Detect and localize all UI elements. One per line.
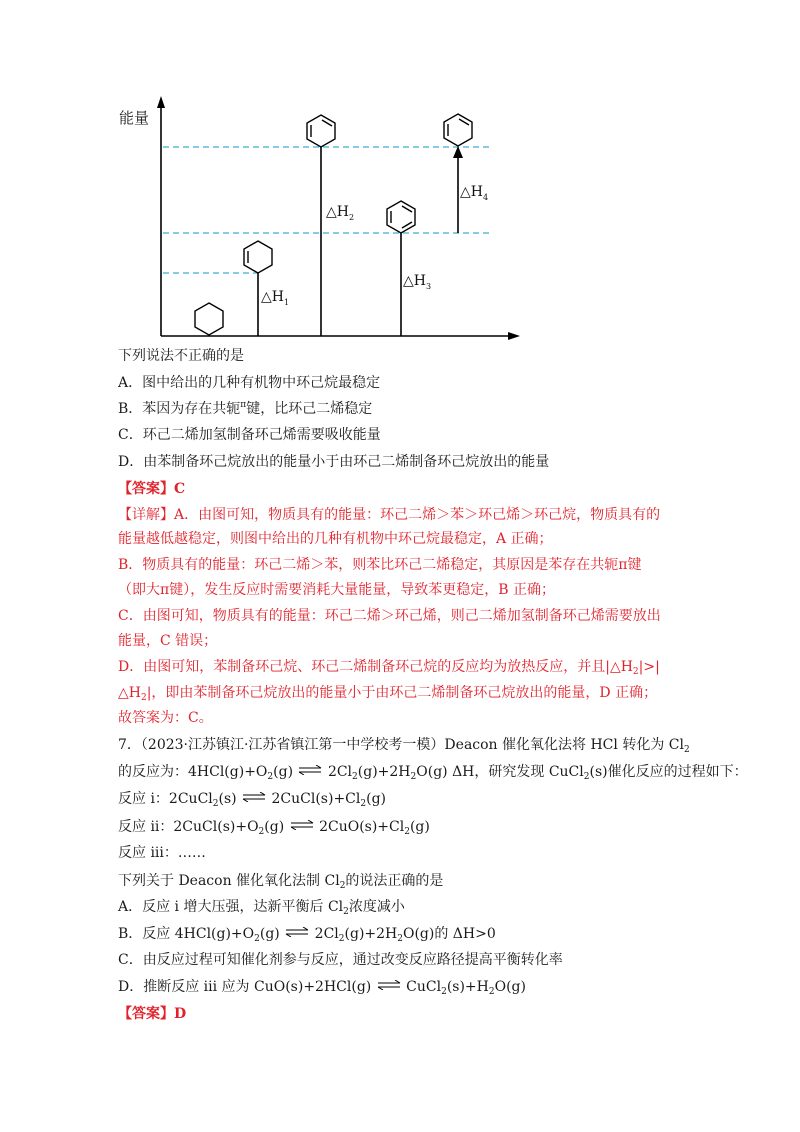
benzene-structure-icon bbox=[387, 201, 415, 233]
equilibrium-arrow-icon bbox=[377, 976, 401, 986]
equilibrium-arrow-icon bbox=[298, 761, 322, 771]
q6-option-b: B．苯因为存在共轭$^\pi$键，比环己二烯稳定 bbox=[118, 400, 373, 417]
q7-option-b: B．反应 $4HCl(g)+O_2(g)$ $2Cl_2(g)+2H_2O(g)$的 ΔH>0 bbox=[118, 923, 496, 944]
q6-explanation-line: 能量越低越稳定，则图中给出的几种有机物中环己烷最稳定，A 正确； bbox=[118, 531, 553, 547]
dh3-label: $\triangle H_3$ bbox=[403, 273, 432, 291]
q7-title: 7．（2023·江苏镇江·江苏省镇江第一中学校考一模）Deacon 催化氧化法将 HCl 转化为 $Cl_2$ bbox=[118, 737, 690, 755]
q6-explanation-line: 能量，C 错误； bbox=[118, 633, 218, 649]
equilibrium-arrow-icon bbox=[242, 788, 266, 798]
y-axis-arrow-icon bbox=[157, 96, 165, 108]
q6-explanation-line: （即大π键），发生反应时需要消耗大量能量，导致苯更稳定，B 正确； bbox=[118, 582, 555, 598]
q6-explanation-line: $\triangle H_2|$，即由苯制备环己烷放出的能量小于由环己二烯制备环己烷放出的能量，D 正确； bbox=[118, 685, 658, 703]
equilibrium-arrow-icon bbox=[285, 923, 309, 933]
y-axis-label: 能量 bbox=[119, 109, 150, 127]
q7-reaction-line: 的反应为：$4HCl(g)+O_2(g)$ $2Cl_2(g)+2H_2O(g)$ ΔH，研究发现 CuCl$_2$(s)催化反应的过程如下： bbox=[118, 761, 748, 782]
q6-option-a: A．图中给出的几种有机物中环己烷最稳定 bbox=[118, 375, 381, 391]
q6-explanation-line: 【详解】A．由图可知，物质具有的能量：环己二烯＞苯＞环己烯＞环己烷，物质具有的 bbox=[118, 507, 661, 523]
q6-option-c: C．环己二烯加氢制备环己烯需要吸收能量 bbox=[118, 427, 381, 443]
q6-explanation-line: B．物质具有的能量：环己二烯＞苯，则苯比环己二烯稳定，其原因是苯存在共轭π键 bbox=[118, 557, 642, 573]
cyclohexene-structure-icon bbox=[244, 241, 272, 273]
dh2-label: $\triangle H_2$ bbox=[326, 204, 355, 222]
q6-explanation-line: D．由图可知，苯制备环己烷、环己二烯制备环己烷的反应均为放热反应，并且$|\triangle H_2|>|$ bbox=[118, 659, 660, 677]
q7-option-a: A．反应 i 增大压强，达新平衡后 $Cl_2$浓度减小 bbox=[118, 899, 405, 917]
q6-stem: 下列说法不正确的是 bbox=[118, 348, 244, 364]
energy-diagram bbox=[0, 0, 800, 360]
q7-option-d: D．推断反应 iii 应为 CuO(s)+2HCl(g) $CuCl_2(s)+H_2O(g)$ bbox=[118, 976, 526, 997]
q7-reaction-ii: 反应 ii：$2CuCl(s)+O_2(g)$ $2CuO(s)+Cl_2(g)$ bbox=[118, 816, 430, 837]
cyclohexane-structure-icon bbox=[195, 303, 223, 335]
q7-reaction-i: 反应 i：2CuCl$_2$(s) $2CuCl(s)+Cl_2(g)$ bbox=[118, 788, 386, 809]
cyclohexadiene-structure-icon bbox=[307, 115, 335, 147]
q6-answer: 【答案】C bbox=[118, 481, 186, 497]
q7-option-c: C．由反应过程可知催化剂参与反应，通过改变反应路径提高平衡转化率 bbox=[118, 952, 563, 968]
dh4-arrow-icon bbox=[453, 146, 463, 158]
x-axis-arrow-icon bbox=[508, 332, 520, 340]
cyclohexadiene-structure-icon bbox=[444, 114, 472, 146]
dh4-label: $\triangle H_4$ bbox=[460, 184, 489, 202]
q6-option-d: D．由苯制备环己烷放出的能量小于由环己二烯制备环己烷放出的能量 bbox=[118, 454, 550, 470]
q7-answer: 【答案】D bbox=[118, 1006, 187, 1022]
q6-explanation-line: 故答案为：C。 bbox=[118, 710, 213, 726]
q7-stem: 下列关于 Deacon 催化氧化法制 $Cl_2$的说法正确的是 bbox=[118, 873, 444, 891]
q7-reaction-iii: 反应 iii：…… bbox=[118, 845, 206, 861]
equilibrium-arrow-icon bbox=[290, 816, 314, 826]
dh1-label: $\triangle H_1$ bbox=[261, 289, 290, 307]
q6-explanation-line: C．由图可知，物质具有的能量：环己二烯＞环己烯，则己二烯加氢制备环己烯需要放出 bbox=[118, 608, 661, 624]
